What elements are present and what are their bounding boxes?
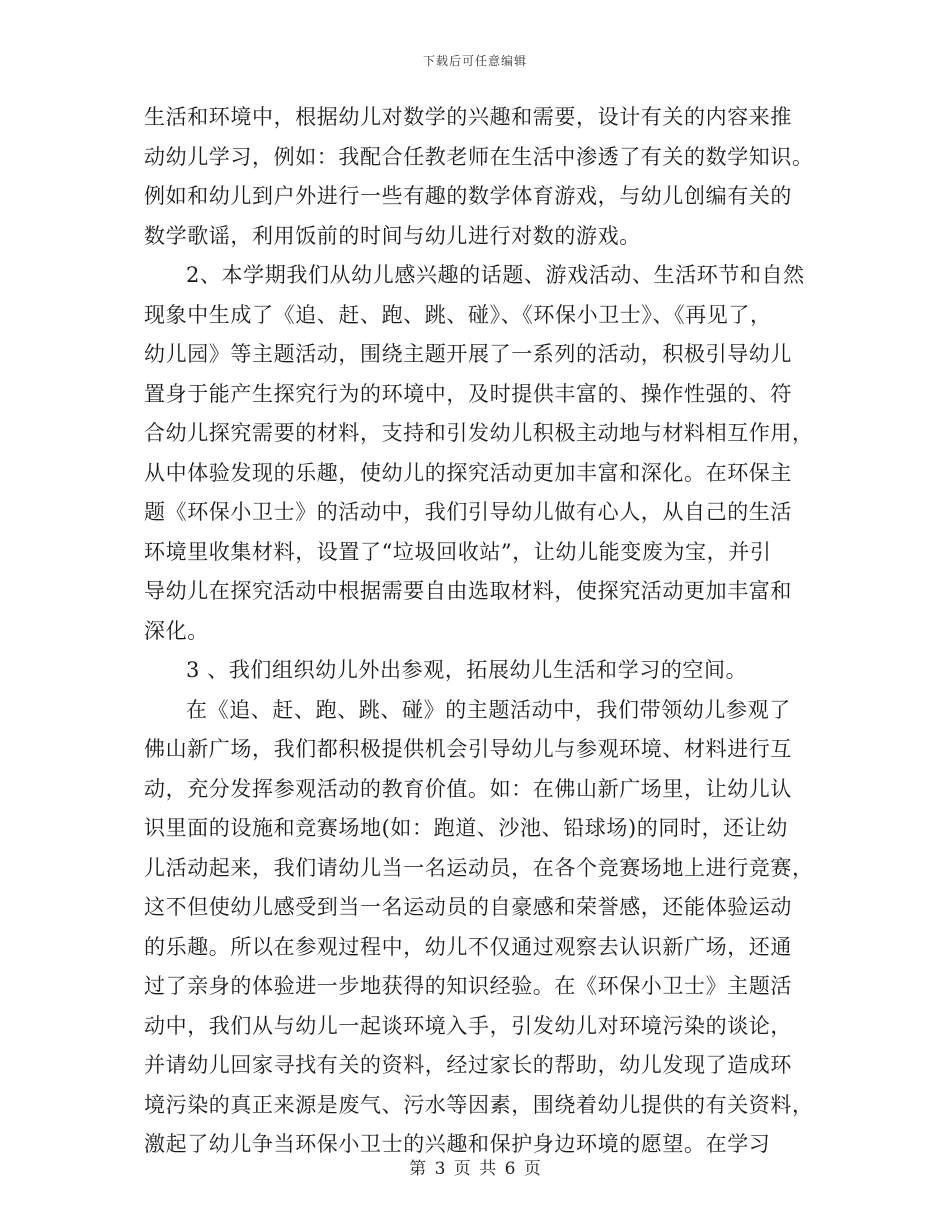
text-line: 现象中生成了《追、赶、跑、跳、碰》、《环保小卫士》、《再见了， (144, 302, 772, 327)
paragraph-4 (144, 691, 814, 1165)
text-line: 激起了幼儿争当环保小卫士的兴趣和保护身边环境的愿望。在学习 (144, 1132, 771, 1156)
text-line: 环境里收集材料，设置了“垃圾回收站”，让幼儿能变废为宝，并引 (144, 539, 772, 564)
text-line: 动中，我们从与幼儿一起谈环境入手，引发幼儿对环境污染的谈论， (144, 1013, 792, 1038)
paragraph-2 (144, 256, 814, 651)
paragraph-3 (144, 651, 808, 691)
text-line: 置身于能产生探究行为的环境中，及时提供丰富的、操作性强的、符 (144, 381, 792, 406)
text-line: 并请幼儿回家寻找有关的资料，经过家长的帮助，幼儿发现了造成环 (144, 1053, 792, 1077)
text-line: 境污染的真正来源是废气、污水等因素，围绕着幼儿提供的有关资料， (144, 1092, 814, 1117)
paragraph-1 (144, 98, 814, 256)
text-line: 在《追、赶、跑、跳、碰》的主题活动中，我们带领幼儿参观了 (186, 697, 791, 722)
text-line: 幼儿园》等主题活动，围绕主题开展了一系列的活动，积极引导幼儿 (144, 342, 792, 366)
text-line: 从中体验发现的乐趣，使幼儿的探究活动更加丰富和深化。在环保主 (144, 460, 792, 485)
text-line: 题《环保小卫士》的活动中，我们引导幼儿做有心人，从自己的生活 (144, 500, 792, 524)
text-line: 数学歌谣，利用饭前的时间与幼儿进行对数的游戏。 (144, 223, 641, 248)
text-line: 动幼儿学习，例如：我配合任教老师在生活中渗透了有关的数学知识。 (144, 144, 814, 169)
text-line: 识里面的设施和竞赛场地(如：跑道、沙池、铅球场)的同时，还让幼 (144, 816, 788, 840)
text-line: 例如和幼儿到户外进行一些有趣的数学体育游戏，与幼儿创编有关的 (144, 184, 792, 208)
text-line: 这不但使幼儿感受到当一名运动员的自豪感和荣誉感，还能体验运动 (144, 895, 792, 919)
text-line: 深化。 (144, 618, 209, 643)
text-line: 的乐趣。所以在参观过程中，幼儿不仅通过观察去认识新广场，还通 (144, 934, 792, 959)
page-header: 下载后可任意编辑 (422, 54, 527, 68)
document-body (144, 98, 814, 1165)
text-line: 动，充分发挥参观活动的教育价值。如：在佛山新广场里，让幼儿认 (144, 776, 792, 801)
text-line: 佛山新广场，我们都积极提供机会引导幼儿与参观环境、材料进行互 (144, 737, 792, 761)
text-line: 生活和环境中，根据幼儿对数学的兴趣和需要，设计有关的内容来推 (144, 105, 792, 129)
text-line: 儿活动起来，我们请幼儿当一名运动员，在各个竞赛场地上进行竞赛， (144, 855, 814, 880)
text-line: 合幼儿探究需要的材料，支持和引发幼儿积极主动地与材料相互作用， (144, 421, 814, 445)
text-line: 3 、我们组织幼儿外出参观，拓展幼儿生活和学习的空间。 (186, 658, 748, 682)
text-line: 过了亲身的体验进一步地获得的知识经验。在《环保小卫士》主题活 (144, 974, 792, 998)
page-footer: 第 3 页 共 6 页 (409, 1159, 541, 1179)
text-line: 导幼儿在探究活动中根据需要自由选取材料，使探究活动更加丰富和 (144, 579, 792, 603)
text-line: 2、本学期我们从幼儿感兴趣的话题、游戏活动、生活环节和自然 (186, 263, 805, 287)
